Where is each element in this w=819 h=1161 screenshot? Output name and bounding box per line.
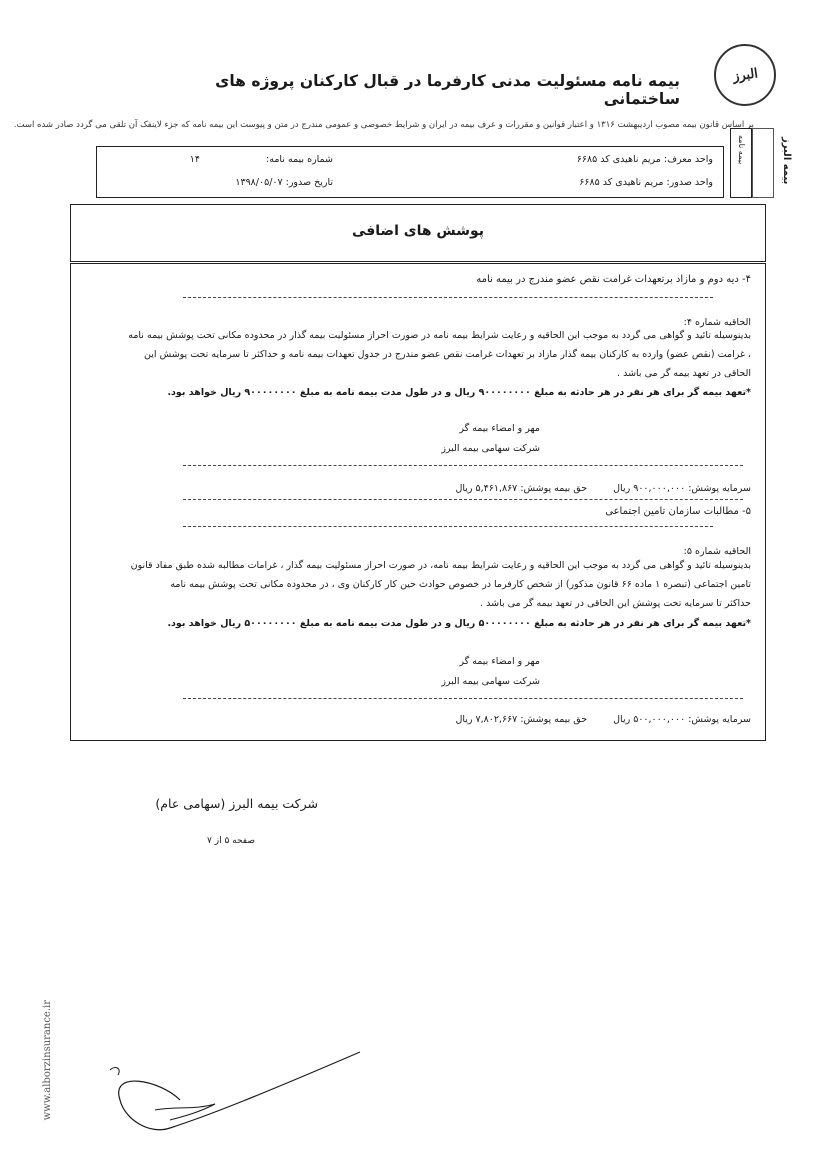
clause4-company-label: شرکت سهامی بیمه البرز: [441, 443, 540, 454]
clause5-company-label: شرکت سهامی بیمه البرز: [441, 676, 540, 687]
clause5-body-line-2: تامین اجتماعی (تبصره ۱ ماده ۶۶ قانون مذکور) از شخص کارفرما در خصوص حوادث حین کار کارکنان وی ، در محدوده مکانی تحت پوشش بیمه نامه: [170, 579, 751, 590]
clause5-heading: ۵- مطالبات سازمان تامین اجتماعی: [605, 506, 751, 517]
introducing-unit-label: واحد معرف:: [663, 154, 713, 165]
clause4-seal-label: مهر و امضاء بیمه گر: [459, 423, 540, 434]
clause4-premium-label: حق بیمه پوشش:: [520, 483, 588, 494]
clause4-body-line-3: الحاقی در تعهد بیمه گر می باشد .: [617, 368, 751, 379]
policy-info-box: [96, 146, 724, 198]
issuing-unit-label: واحد صدور:: [666, 177, 713, 188]
clause4-premium-value: ۵,۴۶۱,۸۶۷ ریال: [455, 483, 518, 494]
divider: [183, 499, 743, 500]
introducing-unit-value: مریم ناهیدی کد ۶۶۸۵: [576, 154, 661, 165]
clause5-capital-value: ۵۰۰,۰۰۰,۰۰۰ ریال: [613, 714, 686, 725]
issue-date-row: [235, 177, 333, 188]
vertical-band-brand: [752, 128, 792, 198]
policy-number-label: شماره بیمه نامه:: [266, 154, 333, 165]
clause4-capital-label: سرمایه پوشش:: [688, 483, 751, 494]
clause5-commitment: *تعهد بیمه گر برای هر نفر در هر حادثه به مبلغ ۵۰۰۰۰۰۰۰۰ ریال و در طول مدت بیمه نامه به مبلغ ۵۰۰۰۰۰۰۰۰ ریال خواهد بود.: [167, 618, 751, 629]
clause5-premium-label: حق بیمه پوشش:: [520, 714, 588, 725]
divider: [183, 465, 743, 466]
vertical-band-policy: [730, 128, 752, 198]
clause5-capital-label: سرمایه پوشش:: [688, 714, 751, 725]
policy-number-row: [190, 154, 333, 165]
intro-text: بر اساس قانون بیمه مصوب اردیبهشت ۱۳۱۶ و اعتبار قوانین و مقررات و عرف بیمه در ایران و شرایط خصوصی و عمومی مندرج در متن و پیوست این بیمه نامه که جزء لاینفک آن تلقی می گردد صادر شده است.: [13, 120, 754, 130]
clause5-premium-value: ۷,۸۰۲,۶۶۷ ریال: [455, 714, 518, 725]
clause5-body-line-1: بدینوسیله تائید و گواهی می گردد به موجب این الحاقیه و رعایت شرایط بیمه نامه، در صورت احراز مسئولیت بیمه گذار ، غرامات مطالبه شده طبق مفاد قانون: [130, 560, 751, 571]
clause4-commitment: *تعهد بیمه گر برای هر نفر در هر حادثه به مبلغ ۹۰۰۰۰۰۰۰۰ ریال و در طول مدت بیمه نامه به مبلغ ۹۰۰۰۰۰۰۰۰ ریال خواهد بود.: [167, 387, 751, 398]
divider: [183, 297, 713, 298]
divider: [183, 698, 743, 699]
page-number: صفحه ۵ از ۷: [207, 836, 255, 846]
coverages-box: [70, 263, 766, 741]
footer-company-name: شرکت بیمه البرز (سهامی عام): [155, 796, 318, 811]
clause5-seal-label: مهر و امضاء بیمه گر: [459, 656, 540, 667]
clause4-heading: ۴- دیه دوم و مازاد برتعهدات غرامت نقص عضو مندرج در بیمه نامه: [476, 274, 751, 285]
vertical-brand-strip: [728, 124, 792, 200]
additional-coverages-header: [70, 204, 766, 262]
vertical-label-policy: بیمه نامه: [737, 135, 746, 165]
website-url: www.alborzinsurance.ir: [42, 1000, 53, 1121]
clause4-capital-row: [83, 479, 751, 498]
vertical-label-brand: بیمه البرز: [781, 137, 792, 185]
clause5-body-line-3: حداکثر تا سرمایه تحت پوشش این الحاقی در تعهد بیمه گر می باشد .: [480, 598, 751, 609]
introducing-unit-row: [577, 154, 713, 165]
clause5-endorsement-number: الحاقیه شماره ۵:: [683, 546, 751, 557]
clause4-body-line-1: بدینوسیله تائید و گواهی می گردد به موجب این الحاقیه و رعایت شرایط بیمه نامه در صورت احراز مسئولیت بیمه گذار در محدوده مکانی تحت پوشش بیمه نامه: [128, 330, 751, 341]
divider: [183, 526, 713, 527]
insurer-logo: [714, 44, 776, 106]
clause4-endorsement-number: الحاقیه شماره ۴:: [683, 317, 751, 328]
issue-date-label: تاریخ صدور:: [285, 177, 333, 188]
policy-number-value: ۱۴: [189, 154, 200, 165]
document-title: بیمه نامه مسئولیت مدنی کارفرما در قبال کارکنان پروژه های ساختمانی: [215, 72, 680, 108]
issuing-unit-row: [579, 177, 713, 188]
issuing-unit-value: مریم ناهیدی کد ۶۶۸۵: [579, 177, 664, 188]
logo-text: البرز: [731, 65, 759, 85]
clause4-capital-value: ۹۰۰,۰۰۰,۰۰۰ ریال: [613, 483, 686, 494]
website-vertical: [42, 1000, 58, 1140]
issue-date-value: ۱۳۹۸/۰۵/۰۷: [235, 177, 283, 188]
handwritten-signature: [100, 1040, 380, 1150]
section-title: پوشش های اضافی: [351, 223, 485, 239]
clause4-body-line-2: ، غرامت (نقص عضو) وارده به کارکنان بیمه گذار مازاد بر تعهدات غرامت نقص عضو مندرج در جدول تعهدات بیمه نامه و حداکثر تا سرمایه تحت پوشش این: [144, 349, 751, 360]
clause5-capital-row: [83, 710, 751, 729]
